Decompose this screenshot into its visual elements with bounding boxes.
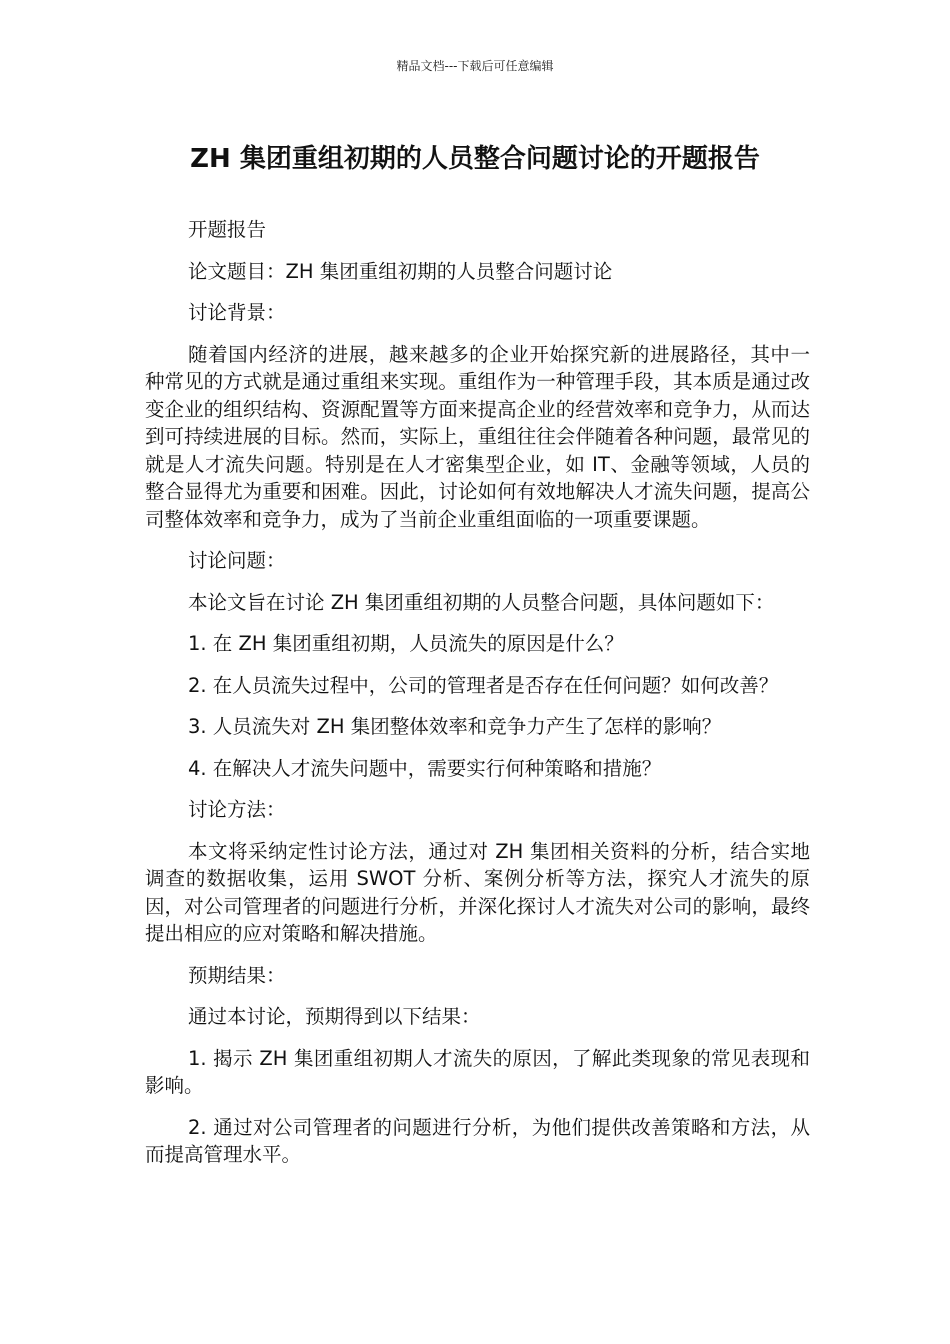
paragraph-results-intro: 通过本讨论，预期得到以下结果：	[188, 1005, 481, 1028]
paragraph-heading-questions: 讨论问题：	[188, 549, 286, 572]
paragraph-background: 随着国内经济的进展，越来越多的企业开始探究新的进展路径，其中一种常见的方式就是通过重组来实现。重组作为一种管理手段，其本质是通过改变企业的组织结构、资源配置等方面来提高企业的经营效率和竞争力，从而达到可持续进展的目标。然而，实际上，重组往往会伴随着各种问题，最常见的就是人才流失问题。特别是在人才密集型企业，如 IT、金融等领域，人员的整合显得尤为重要和困难。因此，讨论如何有效地解决人才流失问题，提高公司整体效率和竞争力，成为了当前企业重组面临的一项重要课题。	[145, 342, 810, 531]
paragraph-heading-methods: 讨论方法：	[188, 798, 286, 821]
page-header: 精品文档---下载后可任意编辑	[396, 59, 554, 73]
paragraph-questions-intro: 本论文旨在讨论 ZH 集团重组初期的人员整合问题，具体问题如下：	[188, 590, 775, 614]
paragraph-heading-background: 讨论背景：	[188, 301, 286, 324]
document-title: ZH 集团重组初期的人员整合问题讨论的开题报告	[190, 144, 760, 174]
paragraph-heading-results: 预期结果：	[188, 963, 286, 987]
document-body	[145, 216, 810, 1183]
list-item-result-1: 1. 揭示 ZH 集团重组初期人才流失的原因，了解此类现象的常见表现和影响。	[145, 1046, 810, 1097]
list-item-question-3: 3. 人员流失对 ZH 集团整体效率和竞争力产生了怎样的影响？	[188, 715, 722, 738]
paragraph-section-label: 开题报告	[188, 218, 267, 241]
list-item-question-2: 2. 在人员流失过程中，公司的管理者是否存在任何问题？如何改善？	[188, 673, 779, 697]
list-item-result-2: 2. 通过对公司管理者的问题进行分析，为他们提供改善策略和方法，从而提高管理水平。	[145, 1115, 810, 1166]
list-item-question-1: 1. 在 ZH 集团重组初期，人员流失的原因是什么？	[188, 632, 624, 655]
list-item-question-4: 4. 在解决人才流失问题中，需要实行何种策略和措施？	[188, 756, 662, 780]
paragraph-thesis-title: 论文题目：ZH 集团重组初期的人员整合问题讨论	[188, 259, 613, 283]
paragraph-methods: 本文将采纳定性讨论方法，通过对 ZH 集团相关资料的分析，结合实地调查的数据收集，运用 SWOT 分析、案例分析等方法，探究人才流失的原因，对公司管理者的问题进行分析，并深化探讨人才流失对公司的影响，最终提出相应的应对策略和解决措施。	[145, 839, 810, 945]
